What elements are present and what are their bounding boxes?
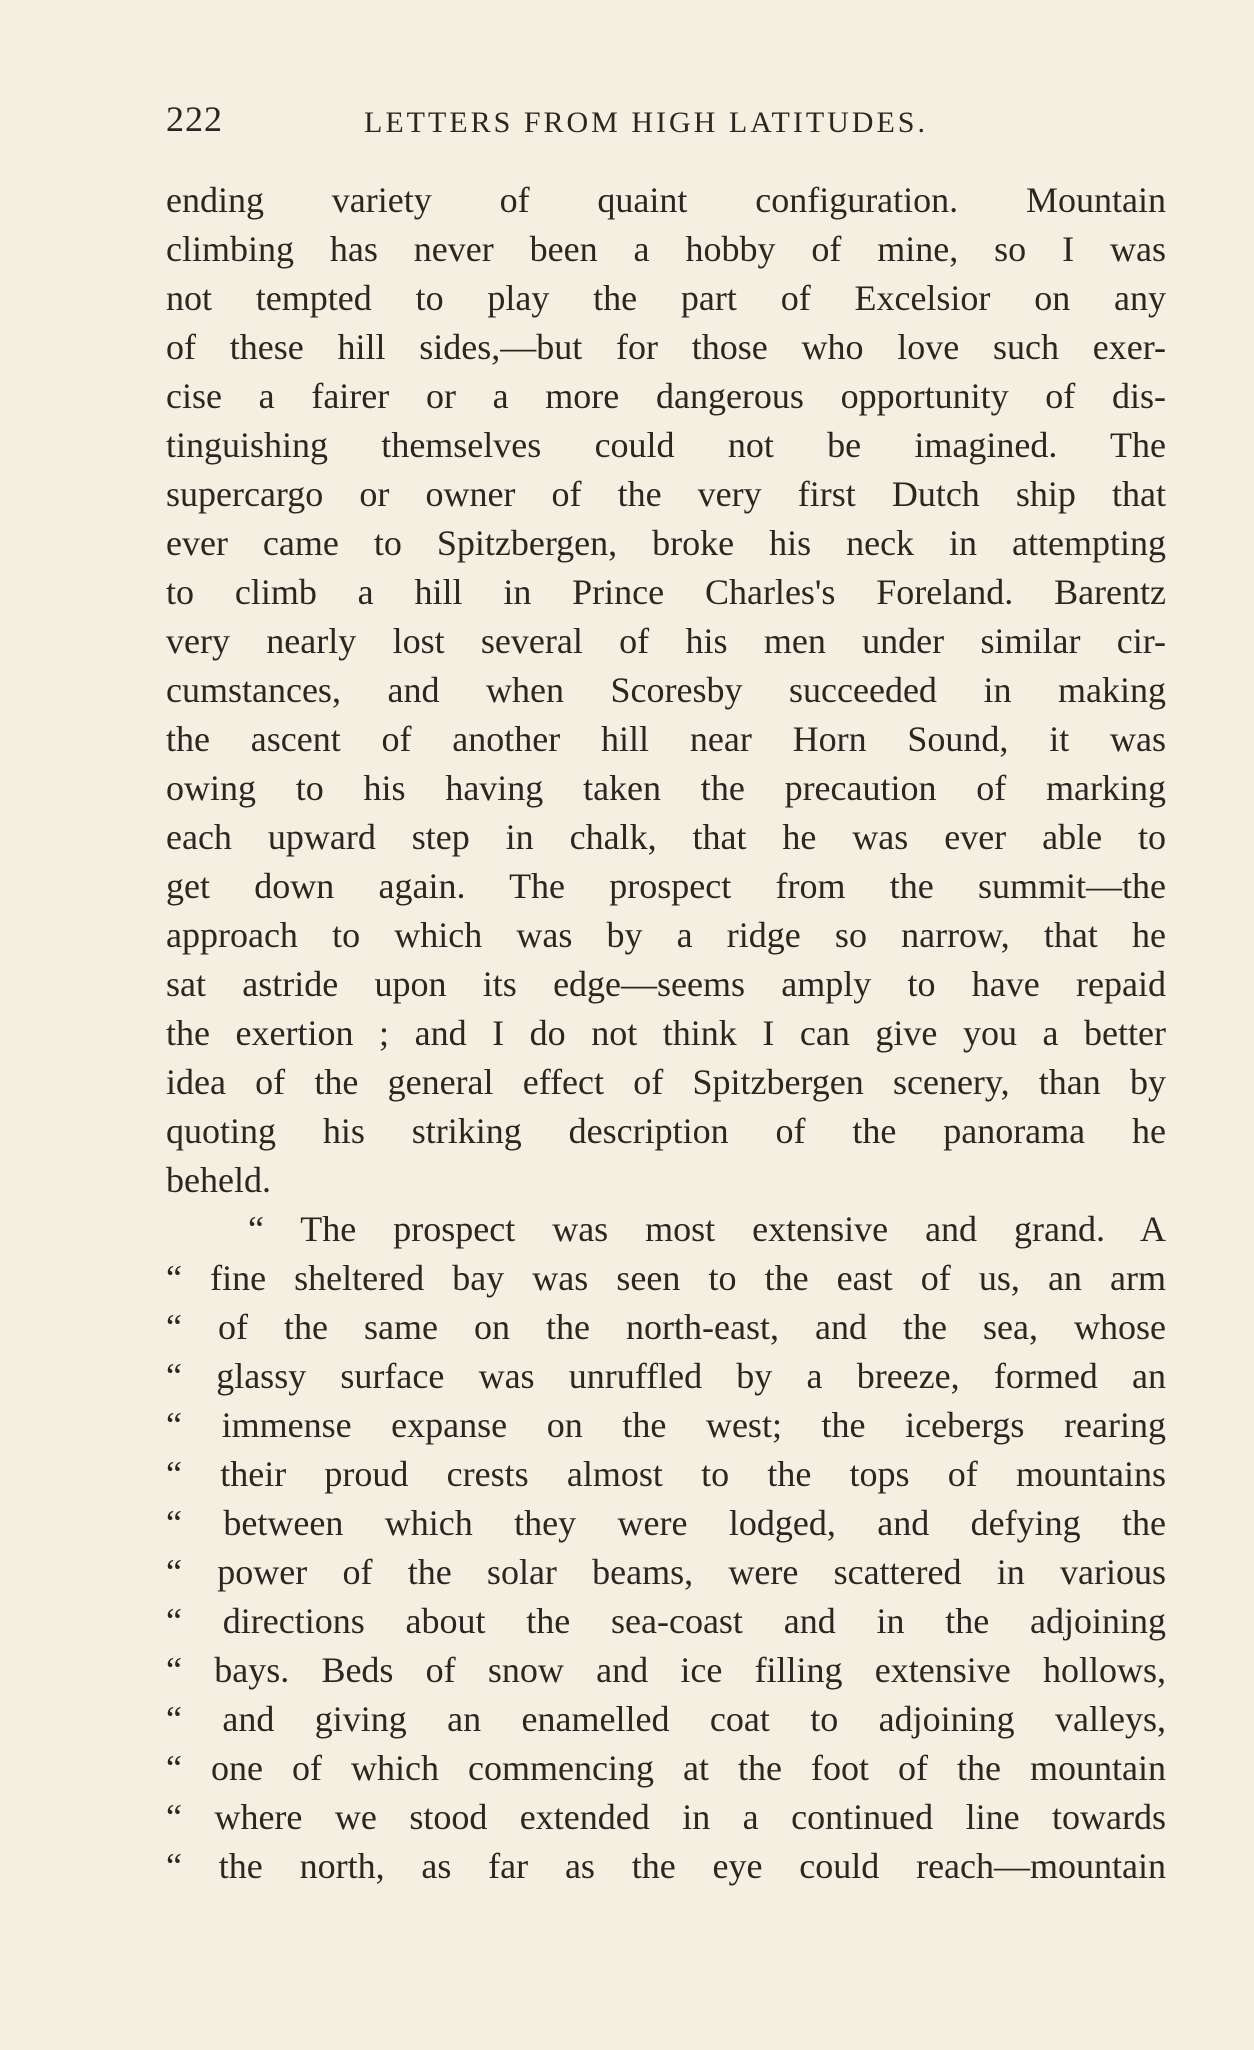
text-line: each upward step in chalk, that he was ever able to: [166, 817, 1166, 857]
quote-line: “ bays. Beds of snow and ice filling extensive hollows,: [166, 1650, 1166, 1690]
text-line: tinguishing themselves could not be imagined. The: [166, 425, 1166, 465]
page-number: 222: [166, 99, 223, 139]
body-text: [166, 176, 1166, 1891]
page-header: [166, 98, 1166, 144]
text-line: of these hill sides,—but for those who love such exer-: [166, 327, 1166, 367]
text-line: ever came to Spitzbergen, broke his neck in attempting: [166, 523, 1166, 563]
text-line: the ascent of another hill near Horn Sound, it was: [166, 719, 1166, 759]
quote-line: “ immense expanse on the west; the icebergs rearing: [166, 1405, 1166, 1445]
text-line: get down again. The prospect from the summit—the: [166, 866, 1166, 906]
quote-line: “ the north, as far as the eye could reach—mountain: [166, 1846, 1166, 1886]
quote-line: “ The prospect was most extensive and grand. A: [248, 1209, 1166, 1249]
quote-line: “ one of which commencing at the foot of the mountain: [166, 1748, 1166, 1788]
text-line: cumstances, and when Scoresby succeeded in making: [166, 670, 1166, 710]
block-quote: [166, 1205, 1166, 1891]
quote-line: “ power of the solar beams, were scattered in various: [166, 1552, 1166, 1592]
text-line: ending variety of quaint configuration. Mountain: [166, 180, 1166, 220]
text-line: climbing has never been a hobby of mine, so I was: [166, 229, 1166, 269]
quote-line: “ glassy surface was unruffled by a breeze, formed an: [166, 1356, 1166, 1396]
quote-line: “ directions about the sea-coast and in the adjoining: [166, 1601, 1166, 1641]
quote-line: “ their proud crests almost to the tops of mountains: [166, 1454, 1166, 1494]
text-line: supercargo or owner of the very first Dutch ship that: [166, 474, 1166, 514]
text-line: approach to which was by a ridge so narrow, that he: [166, 915, 1166, 955]
text-line: very nearly lost several of his men under similar cir-: [166, 621, 1166, 661]
running-head: LETTERS FROM HIGH LATITUDES.: [364, 106, 928, 139]
quote-line: “ where we stood extended in a continued line towards: [166, 1797, 1166, 1837]
text-line: cise a fairer or a more dangerous opportunity of dis-: [166, 376, 1166, 416]
text-line: quoting his striking description of the panorama he: [166, 1111, 1166, 1151]
quote-line: “ between which they were lodged, and defying the: [166, 1503, 1166, 1543]
text-line: the exertion ; and I do not think I can give you a better: [166, 1013, 1166, 1053]
text-line: to climb a hill in Prince Charles's Foreland. Barentz: [166, 572, 1166, 612]
quote-line: “ and giving an enamelled coat to adjoining valleys,: [166, 1699, 1166, 1739]
text-line: sat astride upon its edge—seems amply to have repaid: [166, 964, 1166, 1004]
text-line: idea of the general effect of Spitzbergen scenery, than by: [166, 1062, 1166, 1102]
text-line: not tempted to play the part of Excelsior on any: [166, 278, 1166, 318]
text-line: owing to his having taken the precaution of marking: [166, 768, 1166, 808]
quote-line: “ of the same on the north-east, and the sea, whose: [166, 1307, 1166, 1347]
text-line: beheld.: [166, 1160, 271, 1200]
quote-line: “ fine sheltered bay was seen to the east of us, an arm: [166, 1258, 1166, 1298]
